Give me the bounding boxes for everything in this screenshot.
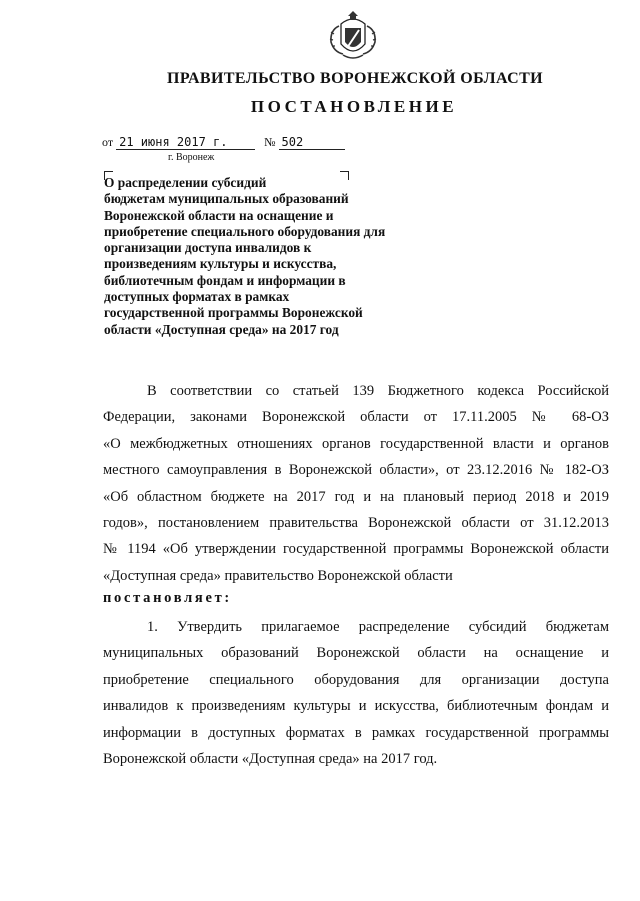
paragraph-line: инвалидов к произведениям культуры и искусства, библиотечным фондам и [103, 698, 609, 715]
item-1-paragraph [103, 614, 609, 772]
government-title: ПРАВИТЕЛЬСТВО ВОРОНЕЖСКОЙ ОБЛАСТИ [166, 70, 544, 87]
resolves-heading: постановляет: [103, 590, 232, 606]
paragraph-line: «Доступная среда» правительство Воронежской области [103, 567, 453, 584]
subject-line: области «Доступная среда» на 2017 год [104, 321, 339, 337]
document-type-title: ПОСТАНОВЛЕНИЕ [250, 97, 458, 116]
paragraph-line: местного самоуправления в Воронежской области», от 23.12.2016 № 182-ОЗ [103, 462, 609, 479]
subject-line: библиотечным фондам и информации в [104, 272, 346, 288]
subject-line: О распределении субсидий [104, 175, 267, 190]
paragraph-line: В соответствии со статьей 139 Бюджетного кодекса Российской [147, 383, 609, 399]
subject-line: организации доступа инвалидов к [104, 240, 312, 256]
coat-of-arms-icon [325, 8, 381, 64]
preamble-paragraph [103, 378, 609, 589]
subject-line: государственной программы Воронежской [104, 305, 363, 321]
date-prefix: от [102, 135, 114, 149]
subject-line: доступных форматах в рамках [104, 289, 290, 305]
city-name: г. Воронеж [168, 152, 215, 163]
number-prefix: № [264, 135, 276, 149]
document-subject [104, 175, 434, 338]
subject-line: Воронежской области на оснащение и [104, 207, 334, 223]
paragraph-line: приобретение специального оборудования для организации доступа [103, 671, 609, 688]
paragraph-line: информации в доступных форматах в рамках государственной программы [103, 724, 609, 741]
paragraph-line: Федерации, законами Воронежской области от 17.11.2005 № 68-ОЗ [103, 409, 609, 426]
paragraph-line: «О межбюджетных отношениях органов государственной власти и органов [103, 435, 609, 452]
document-number: 502 [279, 135, 345, 150]
subject-line: бюджетам муниципальных образований [104, 191, 349, 207]
paragraph-line: 1. Утвердить прилагаемое распределение субсидий бюджетам [147, 619, 609, 635]
paragraph-line: «Об областном бюджете на 2017 год и на плановый период 2018 и 2019 [103, 488, 609, 505]
document-date: 21 июня 2017 г. [116, 135, 255, 150]
subject-line: произведениям культуры и искусства, [104, 256, 337, 272]
subject-line: приобретение специального оборудования для [104, 223, 386, 239]
paragraph-line: № 1194 «Об утверждении государственной программы Воронежской области [103, 541, 609, 558]
paragraph-line: Воронежской области «Доступная среда» на 2017 год. [103, 750, 438, 767]
paragraph-line: муниципальных образований Воронежской области на оснащение и [103, 645, 609, 662]
paragraph-line: годов», постановлением правительства Воронежской области от 31.12.2013 [103, 514, 609, 531]
date-number-row [102, 135, 345, 150]
